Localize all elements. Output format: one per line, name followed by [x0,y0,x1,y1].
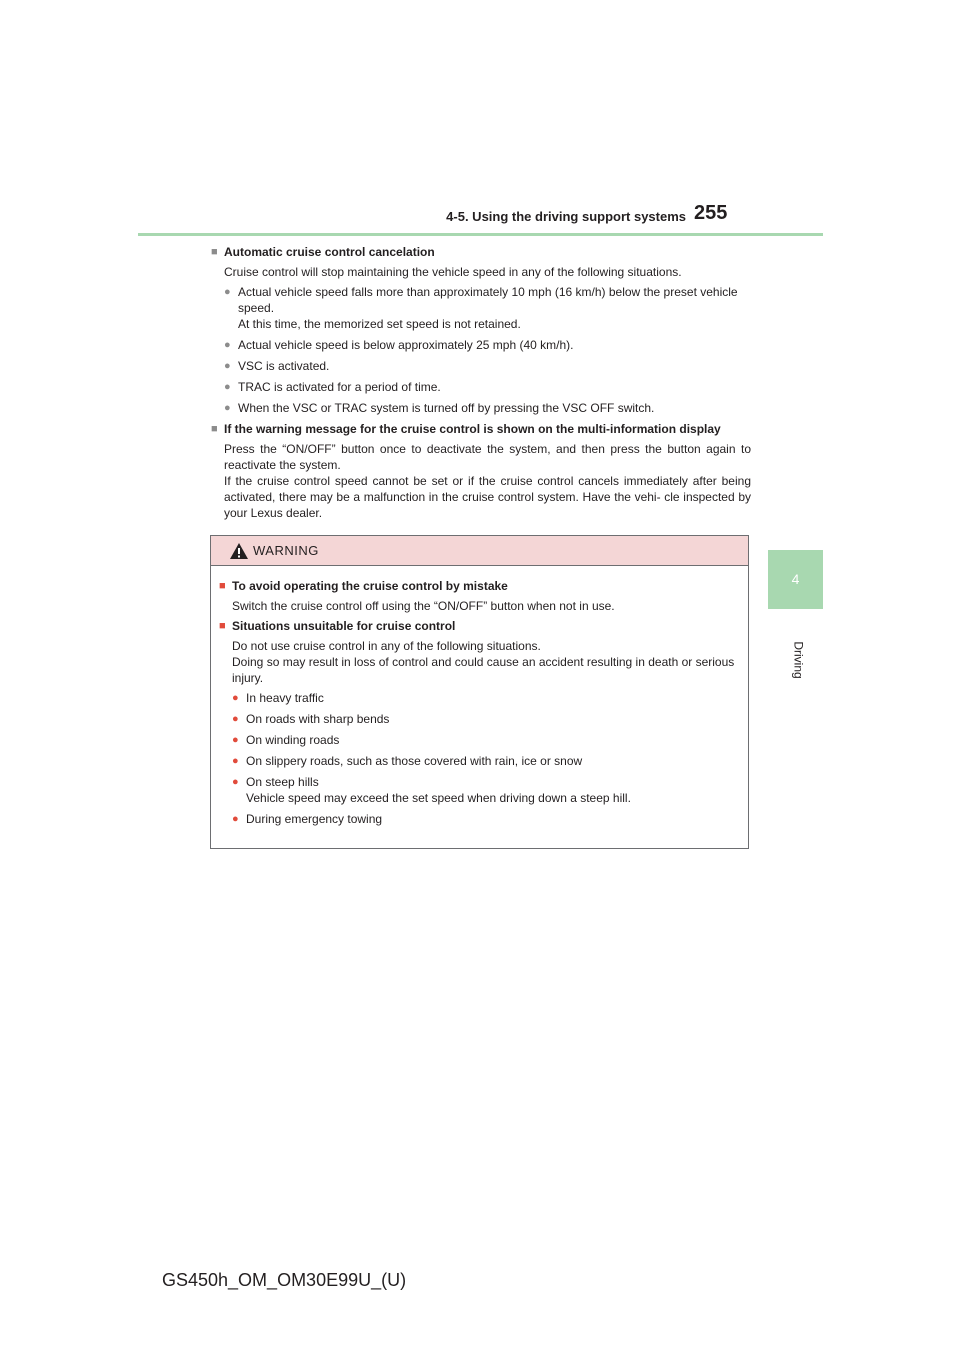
list-item-text: During emergency towing [246,812,383,826]
list-item-text: In heavy traffic [246,691,324,705]
warning-heading [219,618,740,634]
main-content [211,244,751,525]
document-code: GS450h_OM_OM30E99U_(U) [162,1270,407,1290]
section-title: 4-5. Using the driving support systems [446,209,686,224]
square-bullet-icon: ■ [211,423,218,435]
round-bullet-icon: ● [224,381,231,393]
page-number: 255 [694,202,728,224]
paragraph: Do not use cruise control in any of the following situations. [232,639,541,653]
list-item [224,358,751,374]
square-bullet-icon: ■ [211,246,218,258]
list-item-text: Actual vehicle speed falls more than approximately 10 mph (16 km/h) below the preset vehicle speed. [238,285,738,315]
warning-text: Switch the cruise control off using the “ON/OFF” button when not in use. [232,599,615,613]
list-item-text: VSC is activated. [238,359,330,373]
warning-heading-text: To avoid operating the cruise control by mistake [232,579,508,593]
section-body [224,441,751,521]
list-item [232,711,740,727]
chapter-tab: 4 [768,550,823,609]
warning-title: WARNING [253,543,319,558]
round-bullet-icon: ● [232,813,239,825]
list-item-text: At this time, the memorized set speed is not retained. [238,317,521,331]
section-heading [211,421,751,437]
round-bullet-icon: ● [224,286,231,298]
list-item [224,379,751,395]
list-item [232,732,740,748]
warning-box [210,535,749,849]
section-heading-text: If the warning message for the cruise control is shown on the multi-information display [224,422,721,436]
list-item [224,400,751,416]
warning-heading [219,578,740,594]
list-item-text: Vehicle speed may exceed the set speed when driving down a steep hill. [246,791,631,805]
paragraph: Press the “ON/OFF” button once to deactivate the system, and then press the button again to reactivate the system. [224,442,751,472]
square-bullet-icon: ■ [219,580,226,592]
chapter-label: Driving [791,641,806,679]
round-bullet-icon: ● [232,713,239,725]
list-item-text: On winding roads [246,733,340,747]
paragraph: Doing so may result in loss of control and could cause an accident resulting in death or serious injury. [232,655,735,685]
warning-header [211,536,748,566]
list-item-text: Actual vehicle speed is below approximately 25 mph (40 km/h). [238,338,574,352]
round-bullet-icon: ● [224,402,231,414]
paragraph: If the cruise control speed cannot be set or if the cruise control cancels immediately after being activated, there may be a malfunction in the cruise control system. Have the vehi- cle inspected by your Lexus dealer. [224,474,751,520]
round-bullet-icon: ● [224,339,231,351]
round-bullet-icon: ● [232,734,239,746]
list-item [224,337,751,353]
section-heading [211,244,751,260]
warning-triangle-icon [229,542,249,560]
header-rule [138,233,823,236]
round-bullet-icon: ● [232,692,239,704]
list-item-text: On slippery roads, such as those covered with rain, ice or snow [246,754,583,768]
list-item [224,284,751,332]
list-item-text: When the VSC or TRAC system is turned off by pressing the VSC OFF switch. [238,401,655,415]
list-item-text: On roads with sharp bends [246,712,390,726]
list-item [232,774,740,806]
warning-body [211,566,748,827]
round-bullet-icon: ● [232,776,239,788]
list-item [232,753,740,769]
list-item-text: On steep hills [246,775,319,789]
warning-heading-text: Situations unsuitable for cruise control [232,619,456,633]
section-intro: Cruise control will stop maintaining the vehicle speed in any of the following situations. [224,265,682,279]
warning-text [232,638,740,686]
round-bullet-icon: ● [232,755,239,767]
list-item-text: TRAC is activated for a period of time. [238,380,441,394]
list-item [232,811,740,827]
section-heading-text: Automatic cruise control cancelation [224,245,435,259]
square-bullet-icon: ■ [219,620,226,632]
round-bullet-icon: ● [224,360,231,372]
list-item [232,690,740,706]
